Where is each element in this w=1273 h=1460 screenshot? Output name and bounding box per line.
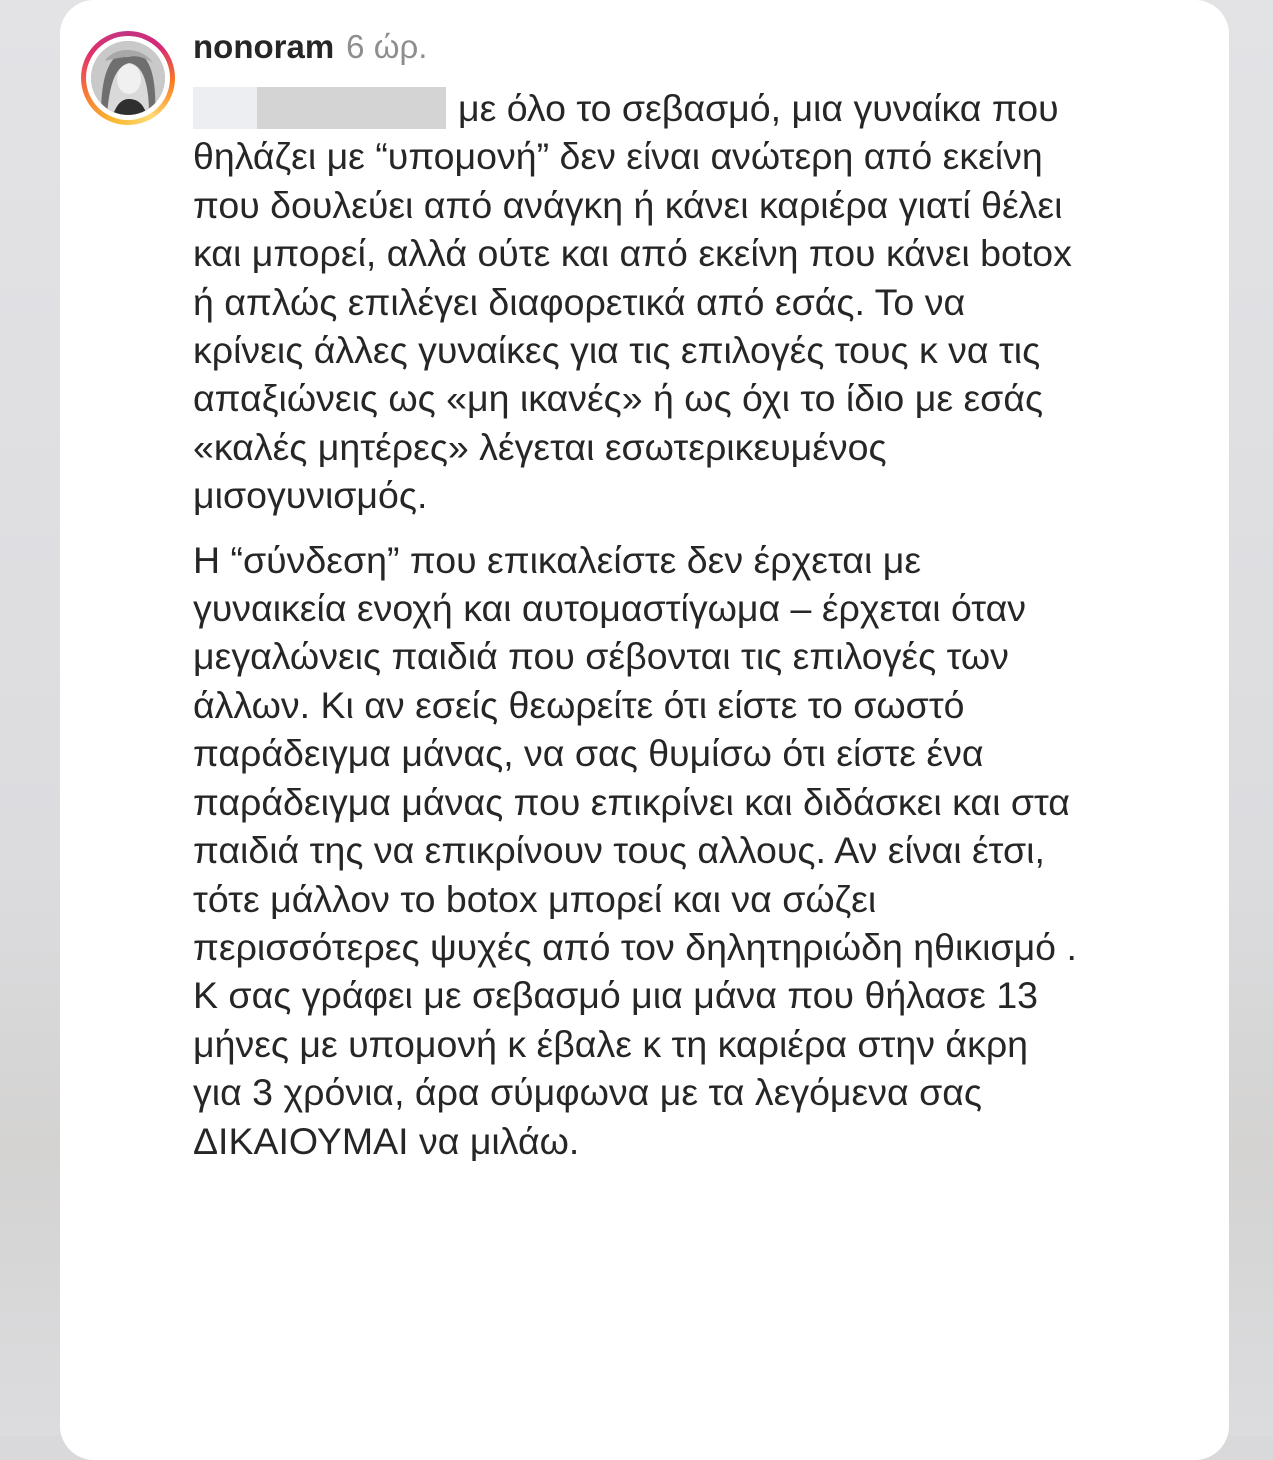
avatar-border (86, 36, 170, 120)
comment-paragraph (193, 84, 1083, 520)
comment-body (193, 84, 1083, 1165)
comment-paragraph (193, 536, 1083, 1165)
comment-header (193, 28, 427, 76)
redacted-mention[interactable] (193, 87, 446, 129)
username-link[interactable]: nonoram (193, 28, 335, 65)
comment-timestamp: 6 ώρ. (346, 28, 428, 65)
comment-paragraph-text: Η “σύνδεση” που επικαλείστε δεν έρχεται με γυναικεία ενοχή και αυτομαστίγωμα – έρχεται όταν μεγαλώνεις παιδιά που σέβονται τις επιλογές των άλλων. Κι αν εσείς θεωρείτε ότι είστε το σωστό παράδειγμα μάνας, να σας θυμίσω ότι είστε ένα παράδειγμα μάνας που επικρίνει και διδάσκει και στα παιδιά της να επικρίνουν τους αλλους. Αν είναι έτσι, τότε μάλλον το botox μπορεί και να σώζει περισσότερες ψυχές από τον δηλητηριώδη ηθικισμό . Κ σας γράφει με σεβασμό μια μάνα που θήλασε 13 μήνες με υπομονή κ έβαλε κ τη καριέρα στην άκρη για 3 χρόνια, άρα σύμφωνα με τα λεγόμενα σας ΔΙΚΑΙΟΥΜΑΙ να μιλάω. (193, 538, 1077, 1162)
comment-paragraph-text: με όλο το σεβασμό, μια γυναίκα που θηλάζει με “υπομονή” δεν είναι ανώτερη από εκείνη που δουλεύει από ανάγκη ή κάνει καριέρα γιατί θέλει και μπορεί, αλλά ούτε και από εκείνη που κάνει botox ή απλώς επιλέγει διαφορετικά από εσάς. Το να κρίνεις άλλες γυναίκες για τις επιλογές τους κ να τις απαξιώνεις ως «μη ικανές» ή ως όχι το ίδιο με εσάς «καλές μητέρες» λέγεται εσωτερικευμένος μισογυνισμός. (193, 87, 1072, 517)
avatar[interactable] (81, 31, 175, 125)
profile-photo-icon (91, 41, 165, 115)
